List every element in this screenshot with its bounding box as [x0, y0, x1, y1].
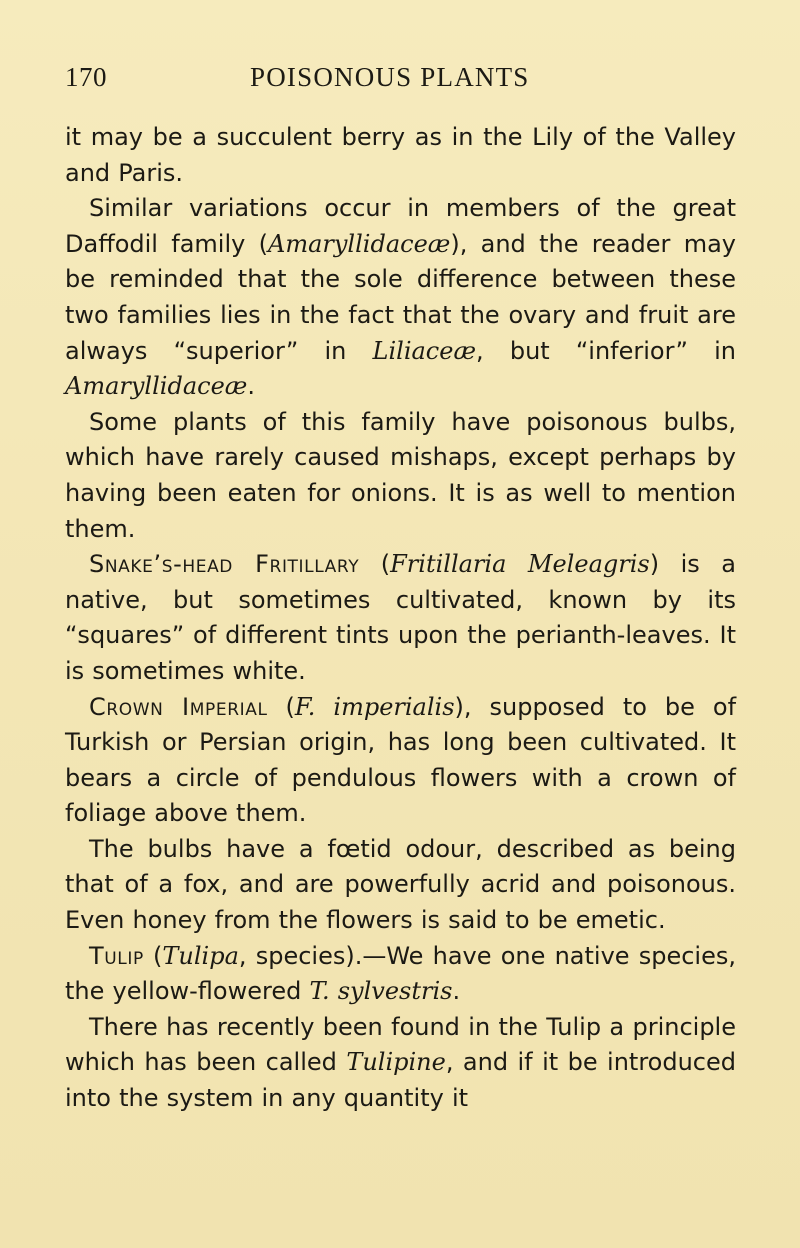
paragraph-5-open: (	[267, 692, 295, 721]
paragraph-8-latin-tulipine: Tulipine	[346, 1048, 446, 1077]
paragraph-3	[65, 405, 736, 547]
paragraph-5	[65, 690, 736, 832]
paragraph-7	[65, 939, 736, 1010]
paragraph-7-end: .	[452, 977, 461, 1006]
body-text	[65, 120, 736, 1117]
plant-name-snakes-head-fritillary: Snake’s-head Fritillary	[89, 550, 360, 579]
paragraph-1-text: it may be a succulent berry as in the Lily of the Valley and Paris.	[65, 123, 736, 187]
paragraph-7-latin: Tulipa	[162, 941, 239, 970]
paragraph-1	[65, 120, 736, 191]
paragraph-7-open: (	[143, 941, 163, 970]
paragraph-2-text-e: , but “inferior” in	[476, 336, 736, 365]
paragraph-6	[65, 832, 736, 939]
paragraph-2-latin-amaryllidaceae-2: Amaryllidaceæ	[65, 372, 248, 401]
paragraph-8	[65, 1010, 736, 1117]
paragraph-5-text: ), supposed to be of Turkish or Persian origin, has long been cultivated. It bears a circle of pendulous flowers with a crown of foliage above them.	[65, 692, 737, 828]
paragraph-4-open: (	[359, 550, 391, 579]
paragraph-2-text-a: Similar variations occur in members of the great Daffodil family (	[65, 194, 736, 258]
running-head	[65, 62, 736, 98]
plant-name-crown-imperial: Crown Imperial	[89, 692, 268, 721]
paragraph-2-text-g: .	[247, 372, 255, 401]
paragraph-5-latin: F. imperialis	[294, 692, 455, 721]
paragraph-4-text: ) is a native, but sometimes cultivated, known by its “squares” of different tints upon the perianth-leaves. It is sometimes white.	[65, 550, 737, 685]
paragraph-8-text-c: , and if it be introduced into the system in any quantity it	[65, 1048, 736, 1113]
paragraph-2-latin-amaryllidaceae: Amaryllidaceæ	[268, 229, 451, 258]
paragraph-7-text: , species).—We have one native species, the yellow-flowered	[65, 941, 736, 1006]
paragraph-4-latin: Fritillaria Meleagris	[390, 550, 650, 579]
paragraph-2	[65, 191, 736, 405]
page-number: 170	[65, 62, 107, 92]
running-title: POISONOUS PLANTS	[250, 62, 530, 92]
paragraph-3-text: Some plants of this family have poisonous bulbs, which have rarely caused mishaps, except perhaps by having been eaten for onions. It is as well to mention them.	[65, 407, 736, 543]
paragraph-4	[65, 547, 736, 689]
paragraph-7-latin-2: T. sylvestris	[309, 977, 453, 1006]
paragraph-2-text-c: ), and the reader may be reminded that the sole difference between these two families lies in the fact that the ovary and fruit are always “superior” in	[65, 229, 737, 365]
paragraph-8-text-a: There has recently been found in the Tulip a principle which has been called	[65, 1012, 736, 1077]
plant-name-tulip: Tulip	[89, 941, 144, 970]
paragraph-6-text: The bulbs have a fœtid odour, described as being that of a fox, and are powerfully acrid and poisonous. Even honey from the flowers is said to be emetic.	[65, 834, 736, 935]
paragraph-2-latin-liliaceae: Liliaceæ	[372, 336, 477, 365]
